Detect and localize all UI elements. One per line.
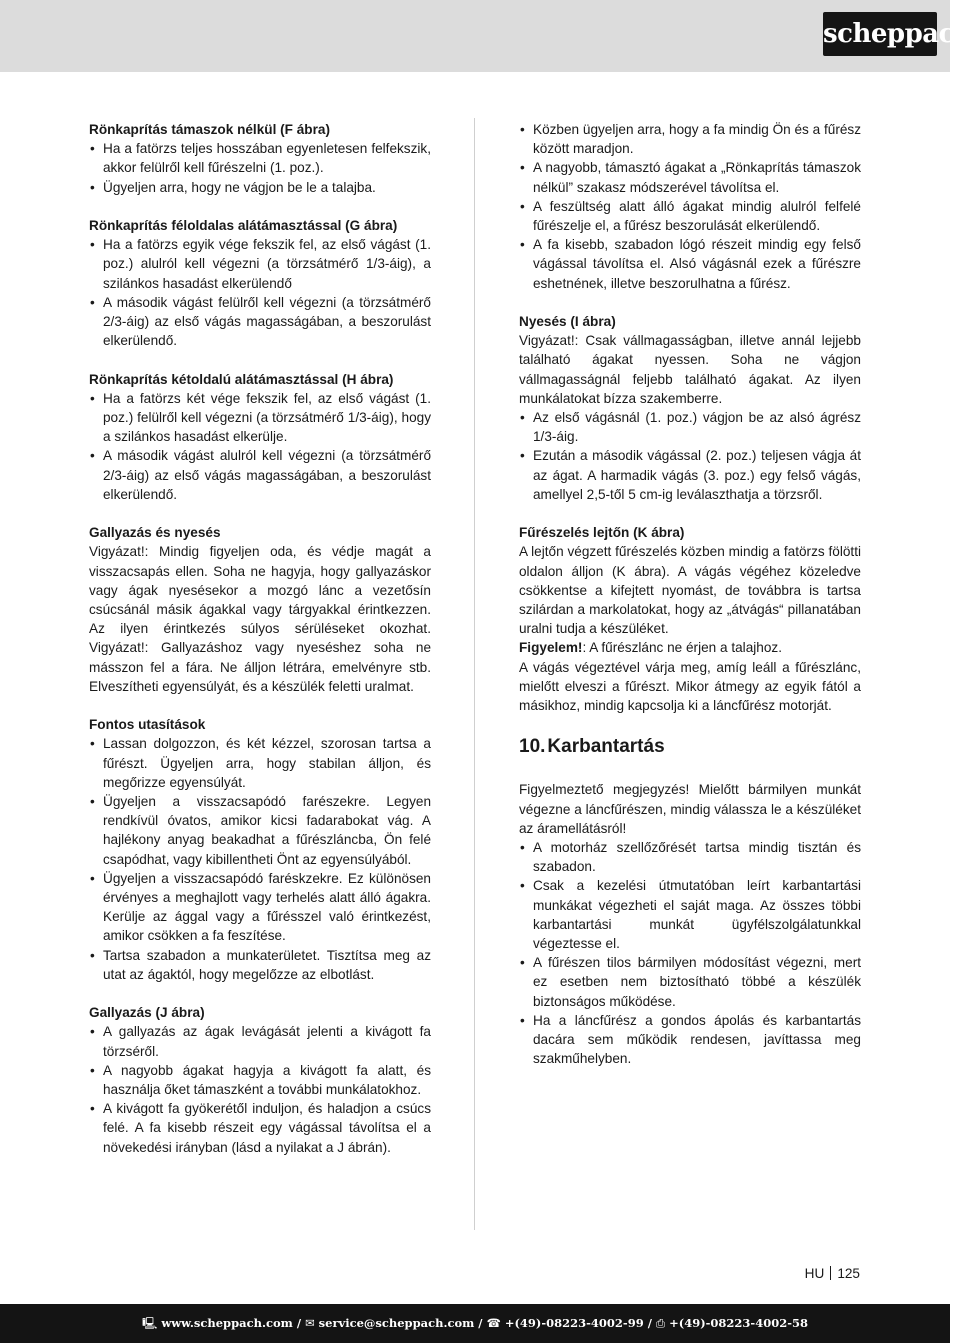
list-item: • A kivágott fa gyökerétől induljon, és haladjon a csúcs felé. A fa kisebb részeit egy vágással távolítsa el a növekedési irányban (lásd a nyilakat a J ábrán). — [89, 1099, 431, 1157]
section-limbing-pruning — [89, 523, 431, 696]
list-item: • Ezután a második vágással (2. poz.) teljesen vágja át az ágat. A harmadik vágás (3. poz.) egy felső vágás, amellyel 2,5-től 5 cm-ig leválaszthatja a törzsről. — [519, 446, 861, 504]
brand-logo: scheppach — [823, 12, 937, 56]
footer-website[interactable]: www.scheppach.com — [161, 1316, 293, 1330]
section-title: Gallyazás (J ábra) — [89, 1005, 205, 1021]
list-item: • Ügyeljen a visszacsapódó farészekre. Legyen rendkívül óvatos, amikor kicsi fadarabokat vág. A hajlékony anyag beakadhat a fűrészláncba, Ön felé csapódhat, vagy kibillentheti Önt az egyensúlyából. — [89, 792, 431, 869]
mail-icon: ✉ — [305, 1316, 315, 1330]
footer-phone: +(49)-08223-4002-99 — [504, 1316, 644, 1330]
list-item: • Közben ügyeljen arra, hogy a fa mindig Ön és a fűrész között maradjon. — [519, 120, 861, 158]
page-header — [0, 0, 972, 72]
section-title: Rönkaprítás kétoldalú alátámasztással (H ábra) — [89, 371, 394, 387]
section-title: Gallyazás és nyesés — [89, 525, 221, 541]
body-paragraph: A lejtőn végzett fűrészelés közben mindig a fatörzs fölötti oldalon álljon (K ábra). A vágás végéhez közeledve csökkentse a kifejtett nyomást, de továbbra is tartsa szilárdan a markolatokat, hogy az „átvágás“ pillanatában uralni tudja a készüléket. — [519, 544, 861, 637]
bullet-list — [89, 389, 431, 504]
list-item: • Tartsa szabadon a munkaterületet. Tisztítsa meg az utat az ágaktól, hogy megelőzze az elbotlást. — [89, 946, 431, 984]
bullet-list — [519, 120, 861, 293]
list-item: • Lassan dolgozzon, és két kézzel, szorosan tartsa a fűrészt. Ügyeljen arra, hogy stabilan álljon, és megőrizze egyensúlyát. — [89, 734, 431, 792]
section-maintenance — [519, 780, 861, 1068]
section-title: Rönkaprítás féloldalas alátámasztással (G ábra) — [89, 218, 398, 233]
computer-icon: 🖳 — [142, 1316, 158, 1330]
section-important-instructions — [89, 715, 431, 984]
chapter-title: Karbantartás — [547, 736, 665, 758]
list-item: • Az első vágásnál (1. poz.) vágjon be az alsó ágrész 1/3-áig. — [519, 408, 861, 446]
chapter-heading — [519, 734, 861, 760]
bullet-list — [519, 838, 861, 1068]
list-item: • A nagyobb ágakat hagyja a kivágott fa alatt, és használja őket támaszként a további munkálatokhoz. — [89, 1061, 431, 1099]
list-item: • Ha a fatörzs egyik vége fekszik fel, az első vágást (1. poz.) alulról kell végezni (a törzsátmérő 1/3-áig), a szilánkos hasadást elkerülendő — [89, 235, 431, 293]
list-item: • Ha a fatörzs két vége fekszik fel, az első vágást (1. poz.) felülről kell végezni (a törzsátmérő 1/3-áig), hogy a szilánkos hasadást elkerülje. — [89, 389, 431, 447]
section-one-side-support — [89, 216, 431, 350]
bullet-list — [89, 139, 431, 197]
list-item: • A második vágást alulról kell végezni (a törzsátmérő 2/3-áig) az első vágás magasságában, a beszorulást elkerülendő. — [89, 446, 431, 504]
list-item: • A fa kisebb, szabadon lógó részeit mindig egy felső vágással távolítsa el. Alsó vágásnál ezek a fűrészre eshetnének, illetve beszorulhatna a fűrész. — [519, 235, 861, 293]
list-item: • Ügyeljen arra, hogy ne vágjon be le a talajba. — [89, 178, 431, 197]
fax-icon: ⎙ — [655, 1316, 666, 1330]
section-slope-sawing — [519, 523, 861, 715]
body-paragraph: A vágás végeztével várja meg, amíg leáll a fűrészlánc, mielőtt elveszi a fűrészt. Mikor átmegy az egyik fától a másikhoz, mindig kapcsolja ki a láncfűrész motorját. — [519, 659, 861, 714]
language-code: HU — [804, 1266, 825, 1281]
right-column — [519, 120, 861, 1088]
footer-separator: / — [643, 1316, 656, 1330]
page-number — [805, 1266, 860, 1281]
list-item: • Ha a láncfűrész a gondos ápolás és karbantartás dacára sem működik rendesen, javíttassa meg szakműhelyben. — [519, 1011, 861, 1069]
list-item: • A gallyazás az ágak levágását jelenti a kivágott fa törzséről. — [89, 1022, 431, 1060]
list-item: • A nagyobb, támasztó ágakat a „Rönkaprítás támaszok nélkül” szakasz módszerével távolítsa el. — [519, 158, 861, 196]
footer-separator: / — [292, 1316, 306, 1330]
chapter-number: 10. — [519, 736, 546, 758]
list-item: • Ha a fatörzs teljes hosszában egyenletesen felfekszik, akkor felülről kell fűrészelni (1. poz.). — [89, 139, 431, 177]
section-title: Fűrészelés lejtőn (K ábra) — [519, 525, 685, 541]
page-footer — [0, 1304, 950, 1343]
footer-separator: / — [474, 1316, 487, 1330]
left-column — [89, 120, 431, 1176]
page-number-value: 125 — [837, 1266, 860, 1281]
list-item: • A második vágást felülről kell végezni (a törzsátmérő 2/3-áig) az első vágás magasságában, a beszorulást elkerülendő. — [89, 293, 431, 351]
warning-paragraph: Vigyázat!: Mindig figyeljen oda, és védje magát a visszacsapás ellen. Soha ne hagyja, hogy gallyazáskor vagy ágak nyesésekor a mozgó lánc a vezetősín csúcsánál másik ágakkal vagy tárgyakkal érintkezzen. Az ilyen érintkezés súlyos sérüléseket okozhat. Vigyázat!: Gallyazáshoz vagy nyeséshez soha ne másszon fel a fára. Ne álljon létrára, emelvényre stb. Elveszítheti egyensúlyát, és a készülék feletti uralmat. — [89, 544, 431, 694]
phone-icon: ☎ — [486, 1316, 501, 1330]
bullet-list — [89, 734, 431, 984]
section-pruning — [519, 312, 861, 504]
section-title: Fontos utasítások — [89, 717, 206, 733]
list-item: • Csak a kezelési útmutatóban leírt karbantartási munkákat végezheti el saját maga. Az összes többi karbantartási munkát ügyfélszolgálatunkkal végeztesse el. — [519, 876, 861, 953]
attention-paragraph — [519, 638, 861, 657]
footer-email[interactable]: service@scheppach.com — [318, 1316, 475, 1330]
list-item: • A motorház szellőzőrését tartsa mindig tisztán és szabadon. — [519, 838, 861, 876]
section-limbing — [89, 1003, 431, 1157]
bullet-list — [89, 235, 431, 350]
section-limbing-continued — [519, 120, 861, 293]
warning-paragraph: Vigyázat!: Csak vállmagasságban, illetve annál lejjebb található ágakat nyessen. Soha ne vágjon vállmagasságnál feljebb található ágakat. Az ilyen munkálatokat bízza szakemberre. — [519, 333, 861, 406]
list-item: • Ügyeljen a visszacsapódó faréskzekre. Ez különösen érvényes a meghajlott vagy terhelés alatt álló ágakra. Kerülje az ággal vagy a fűrésszel való érintkezést, amikor csökken a fa feszítése. — [89, 869, 431, 946]
section-title: Nyesés (I ábra) — [519, 314, 616, 330]
section-title: Rönkaprítás támaszok nélkül (F ábra) — [89, 122, 330, 137]
page-number-separator — [830, 1266, 831, 1280]
warning-paragraph: Figyelmeztető megjegyzés! Mielőtt bármilyen munkát végezne a láncfűrészen, mindig válassza le a készüléket az áramellátásról! — [519, 782, 861, 836]
bullet-list — [519, 408, 861, 504]
attention-text: : A fűrészlánc ne érjen a talajhoz. — [582, 640, 782, 656]
attention-label: Figyelem! — [519, 640, 583, 656]
list-item: • A feszültség alatt álló ágakat mindig alulról felfelé fűrészelje el, a fűrész beszorulását elkerülendő. — [519, 197, 861, 235]
column-divider — [474, 118, 475, 1230]
footer-fax: +(49)-08223-4002-58 — [669, 1316, 808, 1330]
section-no-support — [89, 120, 431, 197]
list-item: • A fűrészen tilos bármilyen módosítást végezni, mert ez esetben nem biztosítható többé a készülék biztonságos működése. — [519, 953, 861, 1011]
bullet-list — [89, 1022, 431, 1156]
section-two-side-support — [89, 370, 431, 504]
